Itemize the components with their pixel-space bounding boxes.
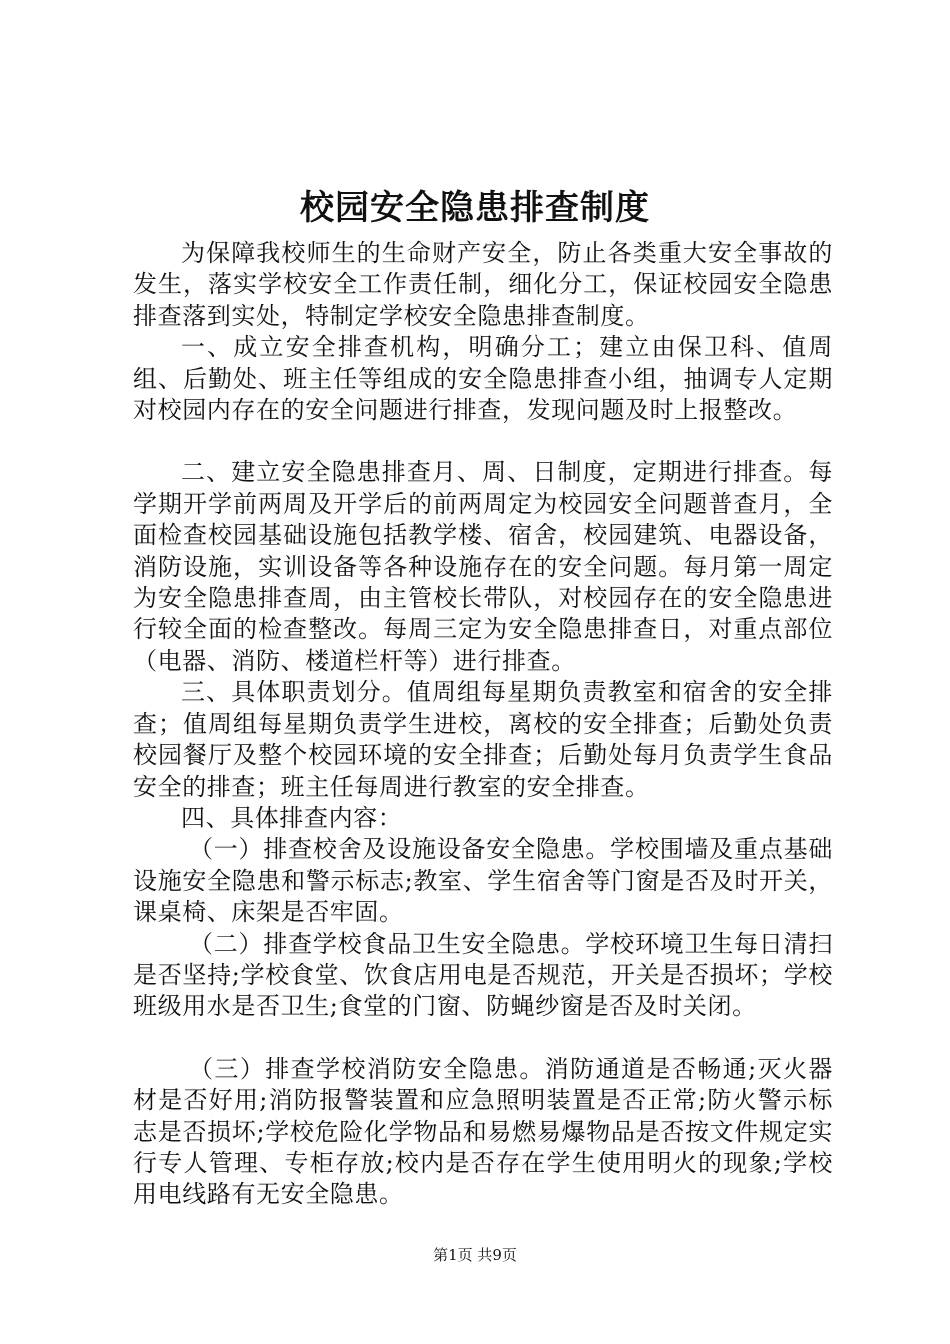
paragraph-intro: 为保障我校师生的生命财产安全，防止各类重大安全事故的发生，落实学校安全工作责任制，细化分工，保证校园安全隐患排查落到实处，特制定学校安全隐患排查制度。: [133, 239, 833, 330]
paragraph-spacer: [133, 1023, 833, 1054]
document-body: [133, 238, 833, 1211]
paragraph-item-2: （二）排查学校食品卫生安全隐患。学校环境卫生每日清扫是否坚持;学校食堂、饮食店用电是否规范，开关是否损坏；学校班级用水是否卫生;食堂的门窗、防蝇纱窗是否及时关闭。: [133, 929, 833, 1021]
paragraph-spacer: [133, 426, 833, 457]
paragraph-item-3: （三）排查学校消防安全隐患。消防通道是否畅通;灭火器材是否好用;消防报警装置和应急照明装置是否正常;防火警示标志是否损坏;学校危险化学物品和易燃易爆物品是否按文件规定实行专人管理、专柜存放;校内是否存在学生使用明火的现象;学校用电线路有无安全隐患。: [133, 1054, 833, 1209]
page-number-footer: 第1页 共9页: [433, 1246, 517, 1264]
paragraph-item-1: （一）排查校舍及设施设备安全隐患。学校围墙及重点基础设施安全隐患和警示标志;教室、学生宿舍等门窗是否及时开关，课桌椅、床架是否牢固。: [133, 835, 833, 927]
paragraph-section-4-heading: 四、具体排查内容：: [181, 803, 403, 832]
document-title: 校园安全隐患排查制度: [300, 188, 650, 228]
paragraph-section-1: 一、成立安全排查机构，明确分工；建立由保卫科、值周组、后勤处、班主任等组成的安全隐患排查小组，抽调专人定期对校园内存在的安全问题进行排查，发现问题及时上报整改。: [133, 333, 833, 425]
paragraph-section-3: 三、具体职责划分。值周组每星期负责教室和宿舍的安全排查；值周组每星期负责学生进校，离校的安全排查；后勤处负责校园餐厅及整个校园环境的安全排查；后勤处每月负责学生食品安全的排查；班主任每周进行教室的安全排查。: [133, 678, 833, 801]
paragraph-section-2: 二、建立安全隐患排查月、周、日制度，定期进行排查。每学期开学前两周及开学后的前两周定为校园安全问题普查月，全面检查校园基础设施包括教学楼、宿舍，校园建筑、电器设备，消防设施，实训设备等各种设施存在的安全问题。每月第一周定为安全隐患排查周，由主管校长带队，对校园存在的安全隐患进行较全面的检查整改。每周三定为安全隐患排查日，对重点部位（电器、消防、楼道栏杆等）进行排查。: [133, 458, 833, 675]
